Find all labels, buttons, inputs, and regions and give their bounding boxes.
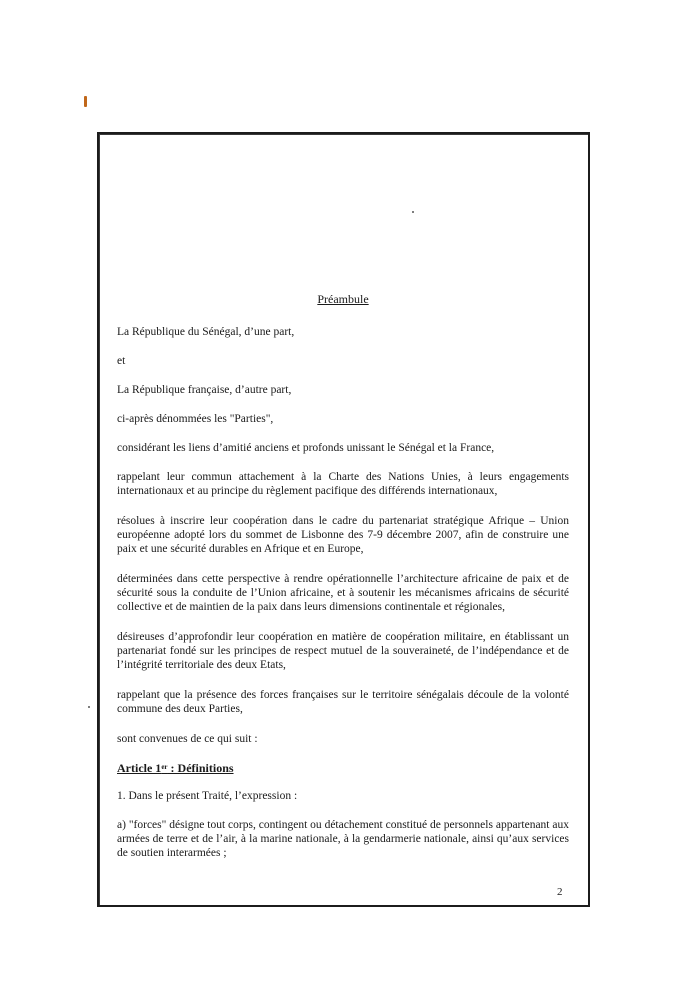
paragraph-determinees: déterminées dans cette perspective à rendre opérationnelle l’architecture africaine de paix et de sécurité sous la conduite de l’Union africaine, et à soutenir les mécanismes africains de sécurité collective et de maintien de la paix dans leurs dimensions continentale et régionales,	[117, 573, 569, 613]
article-title	[117, 761, 569, 775]
preamble-heading: Préambule	[317, 292, 369, 306]
scan-speck	[84, 96, 87, 107]
paragraph-et: et	[117, 355, 126, 367]
paragraph-desireuses: désireuses d’approfondir leur coopération en matière de coopération militaire, en établissant un partenariat fondé sur les principes de respect mutuel de la souveraineté, de l’indépendance et de l’intégrité territoriale des deux Etats,	[117, 631, 569, 671]
paragraph-rappelant-forces: rappelant que la présence des forces françaises sur le territoire sénégalais découle de la volonté commune des deux Parties,	[117, 689, 569, 715]
article-title-suffix: : Définitions	[167, 761, 234, 775]
paragraph-senegal: La République du Sénégal, d’une part,	[117, 326, 295, 338]
paragraph-resolues: résolues à inscrire leur coopération dans le cadre du partenariat stratégique Afrique – Union européenne adopté lors du sommet de Lisbonne des 7-9 décembre 2007, afin de construire une paix et une sécurité durables en Afrique et en Europe,	[117, 515, 569, 555]
paragraph-convenues: sont convenues de ce qui suit :	[117, 733, 258, 745]
paragraph-parties: ci-après dénommées les "Parties",	[117, 413, 274, 425]
page-number: 2	[557, 886, 563, 898]
paragraph-considerant: considérant les liens d’amitié anciens et profonds unissant le Sénégal et la France,	[117, 442, 495, 454]
article-title-sup: er	[161, 763, 168, 771]
paragraph-france: La République française, d’autre part,	[117, 384, 292, 396]
document-body	[117, 292, 569, 876]
paragraph-rappelant-charte: rappelant leur commun attachement à la Charte des Nations Unies, à leurs engagements internationaux et au principe du règlement pacifique des différends internationaux,	[117, 471, 569, 497]
article-paragraph-1: 1. Dans le présent Traité, l’expression :	[117, 790, 298, 802]
scan-dot	[88, 706, 90, 708]
article-title-prefix: Article 1	[117, 761, 162, 775]
article-paragraph-a: a) "forces" désigne tout corps, contingent ou détachement constitué de personnels appartenant aux armées de terre et de l’air, à la marine nationale, à la gendarmerie nationale, ainsi qu’aux services de soutien interarmées ;	[117, 819, 569, 859]
